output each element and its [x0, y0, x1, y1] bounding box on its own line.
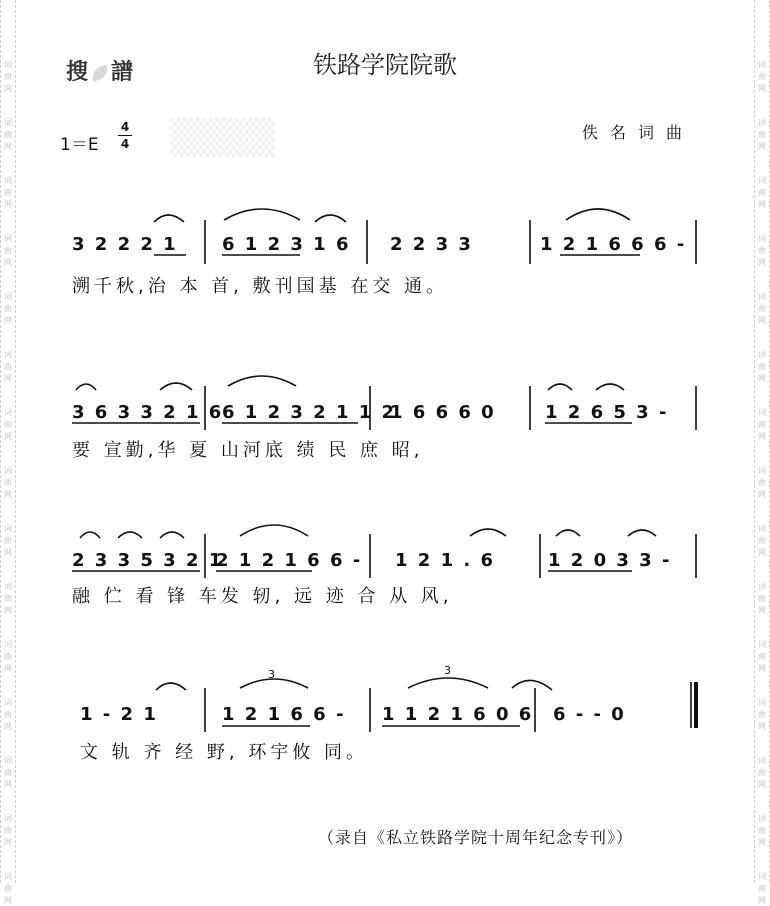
watermark-glyph: 词 [4, 118, 12, 127]
slur [118, 532, 142, 538]
row2-measure4-notes: 1 2 6 5 3 - [545, 402, 669, 423]
watermark-glyph: 曲 [4, 594, 12, 603]
watermark-glyph: 网 [4, 548, 12, 557]
watermark-glyph: 词 [4, 756, 12, 765]
watermark-glyph: 网 [4, 316, 12, 325]
watermark-glyph: 词 [758, 60, 766, 69]
row3-measure3-notes: 1 2 1 . 6 [395, 550, 496, 571]
watermark-glyph: 曲 [758, 478, 766, 487]
watermark-glyph: 网 [4, 780, 12, 789]
watermark-glyph: 曲 [4, 710, 12, 719]
slur [156, 683, 186, 690]
slur [228, 376, 296, 386]
slur [470, 529, 506, 536]
time-signature-bottom: 4 [120, 137, 130, 151]
logo-text-right: 譜 [111, 60, 135, 85]
watermark-glyph: 网 [4, 432, 12, 441]
slur [596, 384, 624, 390]
slur [556, 530, 580, 536]
watermark-glyph: 词 [4, 698, 12, 707]
watermark-glyph: 词 [758, 872, 766, 881]
slur [160, 532, 184, 538]
watermark-glyph: 网 [758, 432, 766, 441]
row2-measure3-notes: 1 6 6 6 0 [390, 402, 496, 423]
slur [548, 384, 572, 390]
row1-measure2-notes: 6 1 2 3 1 6 [222, 234, 351, 255]
watermark-glyph: 词 [4, 524, 12, 533]
watermark-glyph: 网 [4, 200, 12, 209]
watermark-glyph: 词 [4, 60, 12, 69]
watermark-glyph: 网 [758, 374, 766, 383]
watermark-glyph: 曲 [4, 304, 12, 313]
watermark-glyph: 曲 [4, 826, 12, 835]
watermark-glyph: 词 [758, 524, 766, 533]
row4-measure1-notes: 1 - 2 1 [80, 704, 158, 725]
watermark-glyph: 网 [4, 374, 12, 383]
watermark-glyph: 曲 [758, 188, 766, 197]
row4-measure2-notes: 1 2 1 6 6 - [222, 704, 346, 725]
slur [566, 209, 630, 220]
watermark-glyph: 词 [758, 466, 766, 475]
watermark-glyph: 网 [4, 838, 12, 847]
watermark-glyph: 曲 [758, 246, 766, 255]
watermark-glyph: 曲 [758, 362, 766, 371]
row1-measure4-notes: 1 2 1 6 6 6 - [540, 234, 687, 255]
watermark-glyph: 曲 [4, 478, 12, 487]
watermark-glyph: 网 [4, 258, 12, 267]
slur [628, 530, 656, 536]
watermark-glyph: 词 [758, 640, 766, 649]
watermark-glyph: 网 [758, 606, 766, 615]
watermark-glyph: 网 [758, 780, 766, 789]
watermark-glyph: 曲 [758, 304, 766, 313]
watermark-glyph: 词 [758, 118, 766, 127]
watermark-glyph: 网 [758, 896, 766, 905]
watermark-glyph: 网 [758, 316, 766, 325]
watermark-glyph: 网 [4, 606, 12, 615]
watermark-glyph: 词 [4, 872, 12, 881]
watermark-glyph: 词 [758, 756, 766, 765]
slur [154, 215, 184, 222]
watermark-glyph: 曲 [4, 768, 12, 777]
slur [76, 384, 96, 390]
row4-measure4-notes: 6 - - 0 [553, 704, 626, 725]
watermark-glyph: 曲 [758, 768, 766, 777]
watermark-glyph: 网 [4, 142, 12, 151]
row2-measure1-notes: 3 6 3 3 2 1 6 [72, 402, 224, 423]
watermark-glyph: 词 [758, 234, 766, 243]
watermark-glyph: 网 [4, 490, 12, 499]
watermark-glyph: 曲 [4, 536, 12, 545]
author-credit: 佚名词曲 [582, 123, 695, 142]
row1-measure3-notes: 2 2 3 3 [390, 234, 473, 255]
row4-measure3-notes: 1 1 2 1 6 0 6 [382, 704, 534, 725]
watermark-glyph: 网 [758, 142, 766, 151]
watermark-glyph: 词 [758, 408, 766, 417]
watermark-glyph: 网 [4, 722, 12, 731]
watermark-glyph: 网 [758, 258, 766, 267]
watermark-glyph: 词 [758, 176, 766, 185]
watermark-glyph: 曲 [4, 884, 12, 893]
slur [160, 383, 192, 390]
watermark-glyph: 词 [758, 350, 766, 359]
watermark-glyph: 曲 [758, 826, 766, 835]
triplet-mark: 3 [444, 664, 453, 677]
watermark-glyph: 网 [758, 84, 766, 93]
watermark-glyph: 词 [758, 698, 766, 707]
watermark-glyph: 曲 [758, 884, 766, 893]
row2-measure2-notes: 6 1 2 3 2 1 1 2 [222, 402, 397, 423]
watermark-glyph: 曲 [4, 652, 12, 661]
slur [224, 209, 300, 220]
row1-lyrics: 溯千秋,治 本 首, 敷刊国基 在交 通。 [72, 276, 449, 297]
key-signature: 1＝E [60, 135, 99, 155]
watermark-glyph: 曲 [4, 130, 12, 139]
watermark-glyph: 曲 [758, 536, 766, 545]
row2-lyrics: 要 宣勤,华 夏 山河底 绩 民 庶 昭, [72, 440, 424, 461]
row3-lyrics: 融 伫 看 锋 车发 轫, 远 迹 合 从 风, [72, 586, 453, 607]
background-watermark: ▒▒▒▒ [170, 118, 275, 158]
watermark-glyph: 网 [4, 664, 12, 673]
watermark-glyph: 词 [4, 582, 12, 591]
watermark-glyph: 曲 [4, 420, 12, 429]
watermark-glyph: 网 [758, 548, 766, 557]
watermark-glyph: 词 [4, 466, 12, 475]
watermark-glyph: 词 [758, 814, 766, 823]
slur [512, 680, 552, 690]
watermark-glyph: 曲 [758, 710, 766, 719]
time-signature-top: 4 [120, 120, 130, 134]
watermark-glyph: 曲 [758, 130, 766, 139]
watermark-glyph: 网 [758, 664, 766, 673]
slur [408, 678, 488, 688]
watermark-glyph: 词 [4, 176, 12, 185]
row3-measure4-notes: 1 2 0 3 3 - [548, 550, 672, 571]
watermark-glyph: 词 [4, 640, 12, 649]
slur [315, 215, 346, 222]
watermark-glyph: 曲 [4, 188, 12, 197]
watermark-glyph: 网 [758, 200, 766, 209]
row3-measure2-notes: 2 1 2 1 6 6 - [216, 550, 363, 571]
watermark-glyph: 词 [4, 292, 12, 301]
row3-measure1-notes: 2 3 3 5 3 2 1 [72, 550, 224, 571]
row1-measure1-notes: 3 2 2 2 1 [72, 234, 178, 255]
watermark-glyph: 网 [758, 838, 766, 847]
slur [240, 525, 308, 536]
watermark-glyph: 词 [758, 292, 766, 301]
song-title: 铁路学院院歌 [313, 51, 457, 79]
watermark-glyph: 网 [758, 490, 766, 499]
watermark-glyph: 曲 [4, 72, 12, 81]
watermark-glyph: 网 [4, 896, 12, 905]
watermark-glyph: 网 [4, 84, 12, 93]
slur [80, 532, 100, 538]
watermark-glyph: 词 [4, 408, 12, 417]
row4-lyrics: 文 轨 齐 经 野, 环宇攸 同。 [80, 742, 369, 763]
source-citation: （录自《私立铁路学院十周年纪念专刊》） [318, 828, 634, 847]
watermark-glyph: 词 [4, 234, 12, 243]
watermark-glyph: 曲 [758, 652, 766, 661]
watermark-glyph: 曲 [4, 362, 12, 371]
triplet-mark: 3 [268, 668, 277, 681]
watermark-glyph: 词 [4, 814, 12, 823]
watermark-glyph: 曲 [758, 594, 766, 603]
watermark-glyph: 曲 [4, 246, 12, 255]
logo-text-left: 搜 [66, 60, 90, 85]
watermark-glyph: 曲 [758, 72, 766, 81]
watermark-glyph: 词 [4, 350, 12, 359]
watermark-glyph: 曲 [758, 420, 766, 429]
watermark-glyph: 网 [758, 722, 766, 731]
watermark-glyph: 词 [758, 582, 766, 591]
